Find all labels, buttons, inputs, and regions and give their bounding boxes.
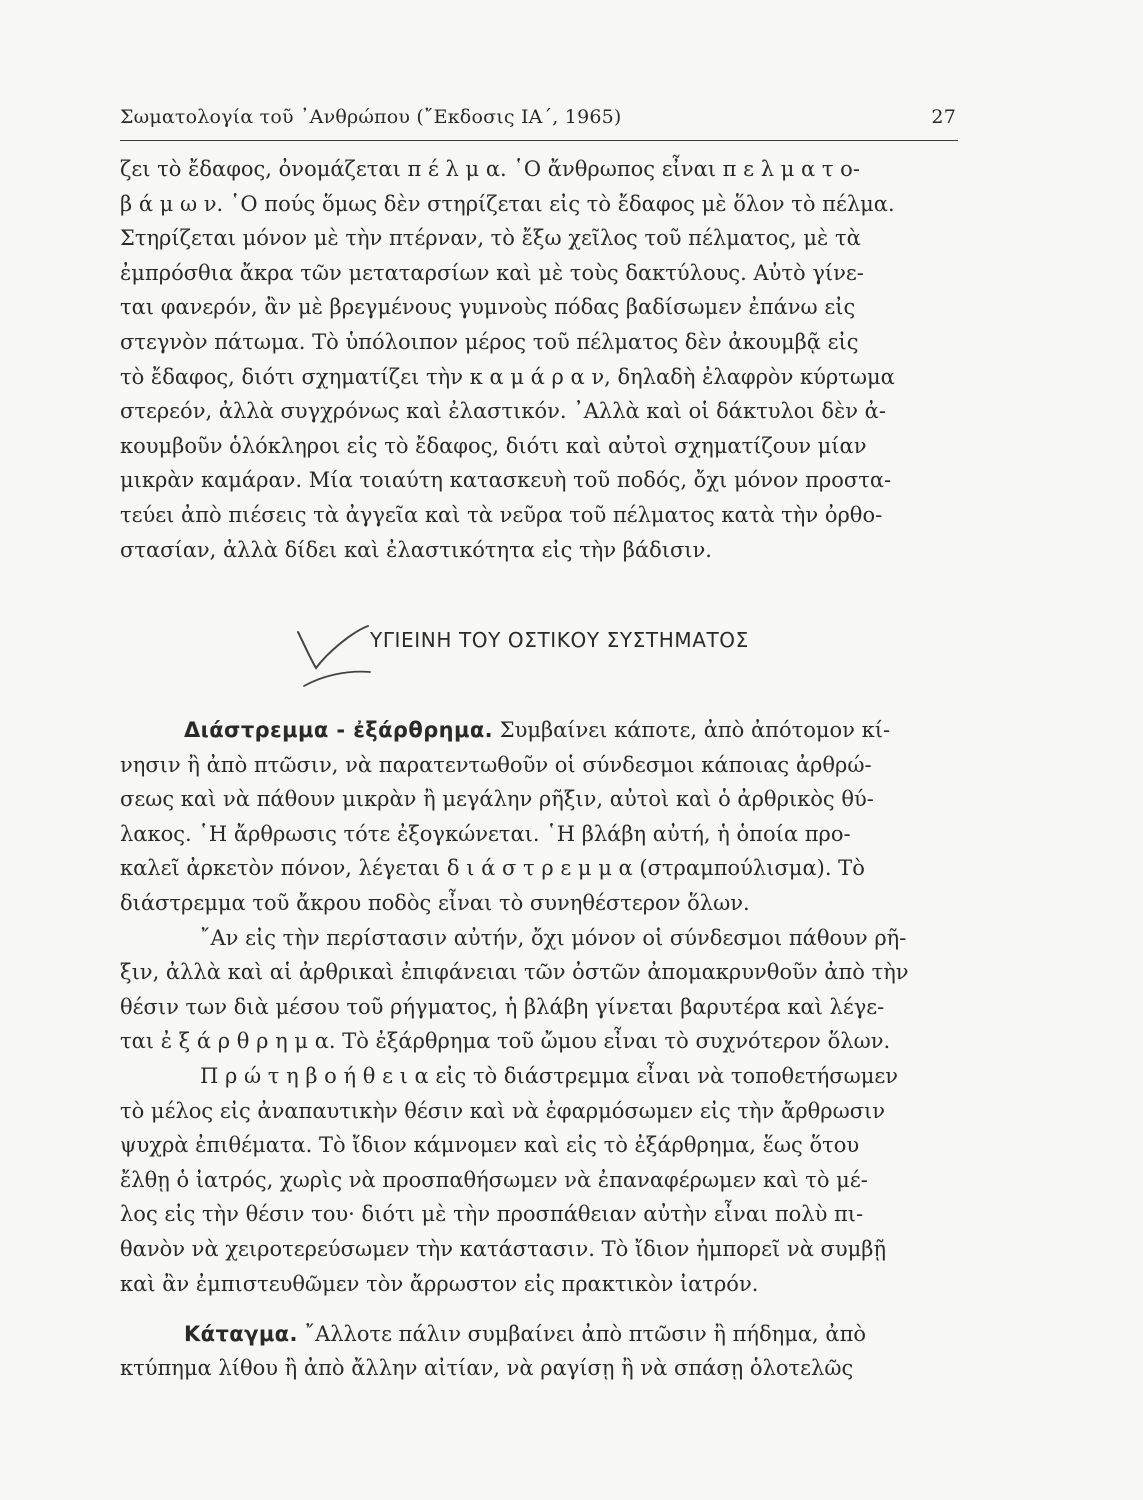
text-line: καὶ ἂν ἐμπιστευθῶμεν τὸν ἄρρωστον εἰς πρακτικὸν ἰατρόν.	[120, 1271, 759, 1296]
text-line: ξιν, ἀλλὰ καὶ αἱ ἀρθρικαὶ ἐπιφάνειαι τῶν ὀστῶν ἀπομακρυνθοῦν ἀπὸ τὴν	[120, 960, 909, 985]
text-line: τὸ μέλος εἰς ἀναπαυτικὴν θέσιν καὶ νὰ ἐφαρμόσωμεν εἰς τὴν ἄρθρωσιν	[120, 1098, 886, 1123]
text-line: ῎Αν εἰς τὴν περίστασιν αὐτήν, ὄχι μόνον οἱ σύνδεσμοι πάθουν ρῆ-	[200, 925, 907, 950]
term-fracture: Κάταγμα.	[184, 1322, 298, 1346]
handwritten-check-mark	[262, 612, 382, 702]
running-title: Σωματολογία τοῦ ᾿Ανθρώπου (῎Εκδοσις ΙΑ΄, 1965)	[120, 106, 622, 128]
text-line: διάστρεμμα τοῦ ἄκρου ποδὸς εἶναι τὸ συνηθέστερον ὅλων.	[120, 890, 750, 915]
text-line: τὸ ἔδαφος, διότι σχηματίζει τὴν κ α μ ά ρ α ν, δηλαδὴ ἐλαφρὸν κύρτωμα	[120, 364, 895, 389]
text-line: λακος. ῾Η ἄρθρωσις τότε ἐξογκώνεται. ῾Η βλάβη αὐτή, ἡ ὁποία προ-	[120, 821, 851, 846]
text-line: κτύπημα λίθου ἢ ἀπὸ ἄλλην αἰτίαν, νὰ ραγίσῃ ἢ νὰ σπάσῃ ὁλοτελῶς	[120, 1356, 854, 1380]
text-line: σεως καὶ νὰ πάθουν μικρὰν ἢ μεγάλην ρῆξιν, αὐτοὶ καὶ ὁ ἀρθρικὸς θύ-	[120, 787, 874, 812]
text-line: Π ρ ώ τ η β ο ή θ ε ι α εἰς τὸ διάστρεμμα εἶναι νὰ τοποθετήσωμεν	[200, 1063, 899, 1088]
text-line: στασίαν, ἀλλὰ δίδει καὶ ἐλαστικότητα εἰς τὴν βάδισιν.	[120, 537, 712, 562]
text-line: λος εἰς τὴν θέσιν του· διότι μὲ τὴν προσπάθειαν αὐτὴν εἶναι πολὺ πι-	[120, 1202, 864, 1227]
text-line: ται φανερόν, ἂν μὲ βρεγμένους γυμνοὺς πόδας βαδίσωμεν ἐπάνω εἰς	[120, 295, 856, 320]
text-line	[120, 713, 958, 748]
text-line: κουμβοῦν ὁλόκληροι εἰς τὸ ἔδαφος, διότι καὶ αὐτοὶ σχηματίζουν μίαν	[120, 433, 867, 458]
paragraph-sole	[120, 152, 958, 567]
paragraph-sprain	[120, 713, 958, 1301]
text-line: ἔλθῃ ὁ ἰατρός, χωρὶς νὰ προσπαθήσωμεν νὰ ἐπαναφέρωμεν καὶ τὸ μέ-	[120, 1167, 868, 1192]
text-line: ται ἐ ξ ά ρ θ ρ η μ α. Τὸ ἐξάρθρημα τοῦ ὤμου εἶναι τὸ συχνότερον ὅλων.	[120, 1029, 891, 1054]
paragraph-fracture	[120, 1317, 958, 1385]
header-rule	[120, 140, 958, 141]
text-line: θανὸν νὰ χειροτερεύσωμεν τὴν κατάστασιν. Τὸ ἴδιον ἠμπορεῖ νὰ συμβῇ	[120, 1236, 887, 1261]
text-line-continuation: Συμβαίνει κάποτε, ἀπὸ ἀπότομον κί-	[493, 718, 891, 742]
text-line: ζει τὸ ἔδαφος, ὀνομάζεται π έ λ μ α. ῾Ο ἄνθρωπος εἶναι π ε λ μ α τ ο-	[120, 157, 860, 181]
text-line: θέσιν των διὰ μέσου τοῦ ρήγματος, ἡ βλάβη γίνεται βαρυτέρα καὶ λέγε-	[120, 994, 885, 1019]
text-line: ψυχρὰ ἐπιθέματα. Τὸ ἴδιον κάμνομεν καὶ εἰς τὸ ἐξάρθρημα, ἕως ὅτου	[120, 1133, 860, 1158]
text-line	[120, 1317, 958, 1351]
section-heading: ΥΓΙΕΙΝΗ ΤΟΥ ΟΣΤΙΚΟΥ ΣΥΣΤΗΜΑΤΟΣ	[370, 628, 749, 652]
text-line: μικρὰν καμάραν. Μία τοιαύτη κατασκευὴ τοῦ ποδός, ὄχι μόνον προστα-	[120, 468, 892, 493]
text-line: στεγνὸν πάτωμα. Τὸ ὑπόλοιπον μέρος τοῦ πέλματος δὲν ἀκουμβᾷ εἰς	[120, 329, 859, 354]
text-line-continuation: ῎Αλλοτε πάλιν συμβαίνει ἀπὸ πτῶσιν ἢ πήδημα, ἀπὸ	[297, 1322, 867, 1346]
text-line: στερεόν, ἀλλὰ συγχρόνως καὶ ἐλαστικόν. ᾿Αλλὰ καὶ οἱ δάκτυλοι δὲν ἀ-	[120, 399, 886, 424]
page-number: 27	[931, 106, 956, 128]
text-line: τεύει ἀπὸ πιέσεις τὰ ἀγγεῖα καὶ τὰ νεῦρα τοῦ πέλματος κατὰ τὴν ὀρθο-	[120, 502, 883, 527]
text-line: νησιν ἢ ἀπὸ πτῶσιν, νὰ παρατεντωθοῦν οἱ σύνδεσμοι κάποιας ἀρθρώ-	[120, 752, 872, 777]
text-line: ἐμπρόσθια ἄκρα τῶν μεταταρσίων καὶ μὲ τοὺς δακτύλους. Αὐτὸ γίνε-	[120, 260, 864, 285]
text-line: Στηρίζεται μόνον μὲ τὴν πτέρναν, τὸ ἔξω χεῖλος τοῦ πέλματος, μὲ τὰ	[120, 226, 861, 251]
running-header	[120, 106, 960, 128]
text-line: καλεῖ ἀρκετὸν πόνον, λέγεται δ ι ά σ τ ρ ε μ μ α (στραμπούλισμα). Τὸ	[120, 856, 865, 881]
text-line: β ά μ ω ν. ῾Ο πούς ὅμως δὲν στηρίζεται εἰς τὸ ἔδαφος μὲ ὅλον τὸ πέλμα.	[120, 191, 895, 216]
term-sprain-dislocation: Διάστρεμμα - ἐξάρθρημα.	[184, 718, 494, 742]
